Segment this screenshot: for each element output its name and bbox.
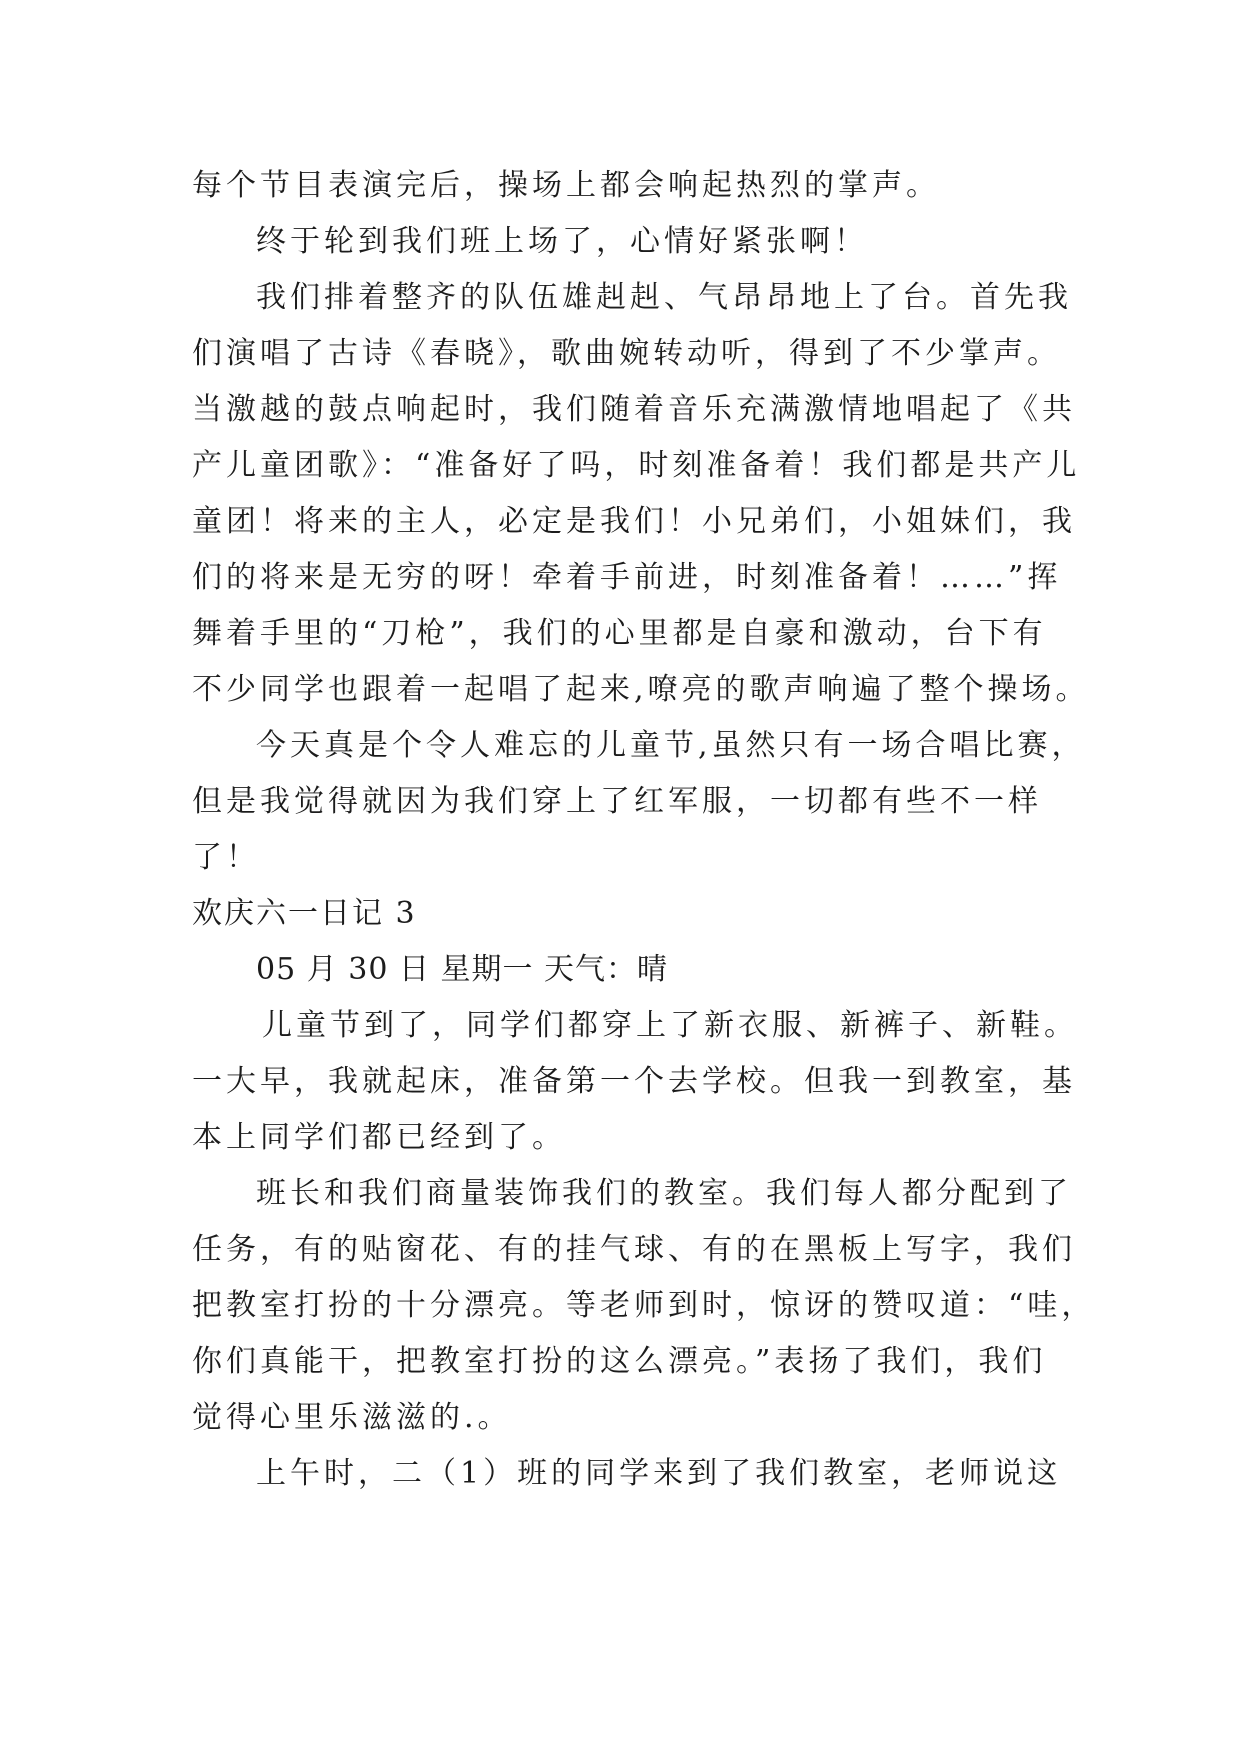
text-line-2: 终于轮到我们班上场了，心情好紧张啊！ bbox=[256, 224, 868, 259]
text-line-22: 你们真能干，把教室打扮的这么漂亮。”表扬了我们，我们 bbox=[192, 1344, 1047, 1379]
text-line-3: 我们排着整齐的队伍雄赳赳、气昂昂地上了台。首先我 bbox=[256, 280, 1072, 315]
text-line-18: 本上同学们都已经到了。 bbox=[192, 1120, 566, 1155]
text-line-12: 但是我觉得就因为我们穿上了红军服，一切都有些不一样 bbox=[192, 784, 1042, 819]
text-line-21: 把教室打扮的十分漂亮。等老师到时，惊讶的赞叹道：“哇， bbox=[192, 1288, 1096, 1323]
text-line-1: 每个节目表演完后，操场上都会响起热烈的掌声。 bbox=[192, 168, 940, 203]
text-line-20: 任务，有的贴窗花、有的挂气球、有的在黑板上写字，我们 bbox=[192, 1232, 1076, 1267]
text-line-5: 当激越的鼓点响起时，我们随着音乐充满激情地唱起了《共 bbox=[192, 392, 1076, 427]
text-line-9: 舞着手里的“刀枪”，我们的心里都是自豪和激动，台下有 bbox=[192, 616, 1047, 651]
diary-date-line: 05 月 30 日 星期一 天气：晴 bbox=[256, 952, 669, 987]
text-line-11: 今天真是个令人难忘的儿童节,虽然只有一场合唱比赛， bbox=[256, 728, 1086, 763]
text-line-10: 不少同学也跟着一起唱了起来,嘹亮的歌声响遍了整个操场。 bbox=[192, 672, 1090, 707]
text-line-6: 产儿童团歌》：“准备好了吗，时刻准备着！我们都是共产儿 bbox=[192, 448, 1081, 483]
text-line-24: 上午时，二（1）班的同学来到了我们教室，老师说这 bbox=[256, 1456, 1062, 1491]
text-line-4: 们演唱了古诗《春晓》，歌曲婉转动听，得到了不少掌声。 bbox=[192, 336, 1061, 371]
text-line-17: 一大早，我就起床，准备第一个去学校。但我一到教室，基 bbox=[192, 1064, 1076, 1099]
text-line-23: 觉得心里乐滋滋的.。 bbox=[192, 1400, 512, 1435]
text-line-13: 了！ bbox=[192, 840, 260, 875]
section-heading: 欢庆六一日记 3 bbox=[192, 896, 417, 931]
text-line-16: 儿童节到了，同学们都穿上了新衣服、新裤子、新鞋。 bbox=[262, 1008, 1078, 1043]
text-line-7: 童团！将来的主人，必定是我们！小兄弟们，小姐妹们，我 bbox=[192, 504, 1076, 539]
text-line-19: 班长和我们商量装饰我们的教室。我们每人都分配到了 bbox=[256, 1176, 1072, 1211]
text-line-8: 们的将来是无穷的呀！牵着手前进，时刻准备着！……”挥 bbox=[192, 560, 1062, 595]
